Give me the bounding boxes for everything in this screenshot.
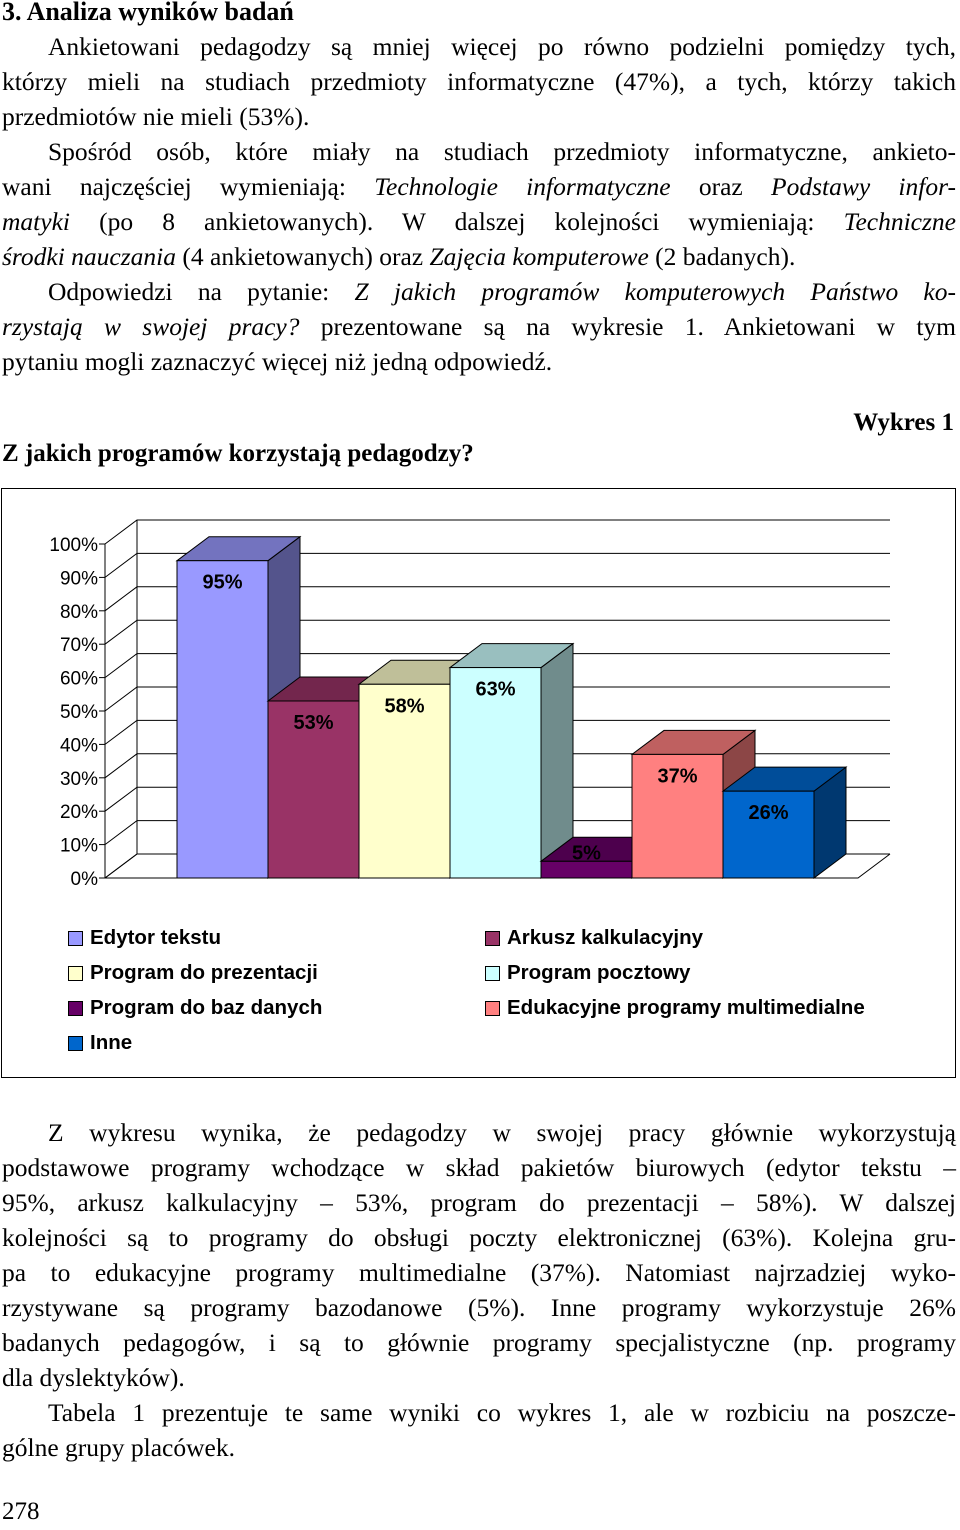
y-tick-label: 90%	[59, 568, 98, 590]
legend-item: Arkusz kalkulacyjny	[485, 926, 703, 950]
data-label: 53%	[293, 711, 334, 734]
data-label: 95%	[202, 571, 243, 594]
data-label: 5%	[572, 842, 601, 865]
paragraph-line: gólne grupy placówek.	[2, 1433, 235, 1462]
legend-item: Program do baz danych	[68, 996, 322, 1020]
legend-swatch	[68, 1036, 83, 1051]
y-tick-label: 80%	[59, 601, 98, 623]
legend-swatch	[485, 966, 500, 981]
paragraph-line: Odpowiedzi na pytanie: Z jakich programów komputerowych Państwo ko-	[48, 277, 956, 306]
data-label: 63%	[475, 678, 516, 701]
paragraph-line: rzystają w swojej pracy? prezentowane są na wykresie 1. Ankietowani w tym	[2, 312, 957, 341]
bar	[177, 561, 268, 878]
paragraph-line: dla dyslektyków).	[2, 1363, 185, 1392]
paragraph-line: Ankietowani pedagodzy są mniej więcej po równo podzielni pomiędzy tych,	[48, 32, 956, 61]
bar-chart	[0, 488, 960, 908]
data-label: 37%	[657, 765, 698, 788]
paragraph-line: środki nauczania (4 ankietowanych) oraz Zajęcia komputerowe (2 badanych).	[2, 242, 796, 271]
data-label: 26%	[748, 802, 789, 825]
paragraph-line: wani najczęściej wymieniają: Technologie informatyczne oraz Podstawy infor-	[2, 172, 956, 201]
figure-number: Wykres 1	[853, 409, 954, 436]
legend-swatch	[68, 931, 83, 946]
paragraph-line: 95%, arkusz kalkulacyjny – 53%, program do prezentacji – 58%). W dalszej	[2, 1188, 956, 1217]
legend-swatch	[68, 1001, 83, 1016]
paragraph-line: rzystywane są programy bazodanowe (5%). Inne programy wykorzystuje 26%	[2, 1293, 956, 1322]
legend-swatch	[485, 1001, 500, 1016]
paragraph-line: matyki (po 8 ankietowanych). W dalszej kolejności wymieniają: Techniczne	[2, 207, 956, 236]
chart-title: Z jakich programów korzystają pedagodzy?	[2, 440, 474, 467]
y-tick-label: 50%	[59, 702, 98, 723]
legend-swatch	[485, 931, 500, 946]
y-tick-label: 30%	[59, 768, 98, 790]
y-tick-label: 60%	[59, 668, 98, 690]
y-tick-label: 70%	[59, 635, 98, 657]
paragraph-line: badanych pedagogów, i są to głównie programy specjalistyczne (np. programy	[2, 1328, 956, 1357]
legend-swatch	[68, 966, 83, 981]
section-heading: 3. Analiza wyników badań	[2, 0, 294, 26]
paragraph-line: Tabela 1 prezentuje te same wyniki co wykres 1, ale w rozbiciu na poszcze-	[48, 1398, 956, 1427]
data-label: 58%	[384, 695, 425, 718]
paragraph-line: pa to edukacyjne programy multimedialne (37%). Natomiast najrzadziej wyko-	[2, 1258, 956, 1287]
legend-item: Program pocztowy	[485, 961, 690, 985]
y-tick-label: 40%	[59, 735, 98, 757]
y-tick-label: 20%	[59, 802, 98, 824]
legend-item: Program do prezentacji	[68, 961, 318, 985]
paragraph-line: Spośród osób, które miały na studiach przedmioty informatyczne, ankieto-	[48, 137, 956, 166]
legend-item: Edytor tekstu	[68, 926, 221, 950]
legend-item: Edukacyjne programy multimedialne	[485, 996, 865, 1020]
paragraph-line: Z wykresu wynika, że pedagodzy w swojej pracy głównie wykorzystują	[48, 1118, 956, 1147]
page-number: 278	[2, 1498, 40, 1525]
paragraph-line: przedmiotów nie mieli (53%).	[2, 102, 310, 131]
legend-item: Inne	[68, 1031, 132, 1055]
y-tick-label: 0%	[70, 869, 98, 890]
y-tick-label: 10%	[59, 835, 98, 857]
y-tick-label: 100%	[49, 535, 98, 556]
paragraph-line: którzy mieli na studiach przedmioty informatyczne (47%), a tych, którzy takich	[2, 67, 956, 96]
paragraph-line: podstawowe programy wchodzące w skład pakietów biurowych (edytor tekstu –	[2, 1153, 956, 1182]
paragraph-line: kolejności są to programy do obsługi poczty elektronicznej (63%). Kolejna gru-	[2, 1223, 956, 1252]
paragraph-line: pytaniu mogli zaznaczyć więcej niż jedną odpowiedź.	[2, 347, 553, 376]
